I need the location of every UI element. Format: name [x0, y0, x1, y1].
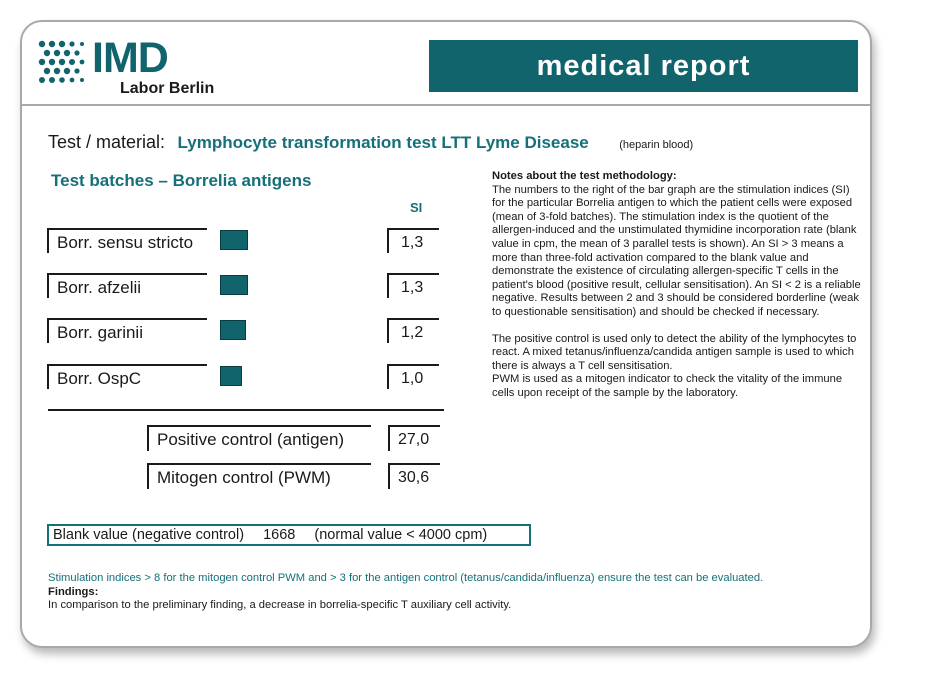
report-footer — [48, 572, 828, 613]
notes-paragraph: PWM is used as a mitogen indicator to check the vitality of the immune cells upon receipt of the sample by the laboratory. — [492, 373, 843, 399]
batches-title: Test batches – Borrelia antigens — [51, 171, 312, 190]
antigen-si-value: 1,2 — [387, 318, 439, 343]
findings-label: Findings: — [48, 585, 99, 598]
antigen-si-value: 1,3 — [387, 273, 439, 298]
antigen-label: Borr. OspC — [47, 364, 207, 389]
test-material-row — [48, 132, 693, 153]
blank-value-normal: (normal value < 4000 cpm) — [314, 527, 488, 543]
test-material-value: Lymphocyte transformation test LTT Lyme Disease — [177, 133, 589, 152]
header-divider — [20, 104, 872, 106]
notes-paragraph: The positive control is used only to detect the ability of the lymphocytes to react. A mixed tetanus/influenza/candida antigen sample is used to which there is always a T cell sensitisation. — [492, 332, 857, 372]
antigen-si-bar — [220, 275, 248, 295]
positive-control-value: 27,0 — [388, 425, 440, 451]
test-material-label: Test / material: — [48, 132, 166, 152]
antigen-label: Borr. sensu stricto — [47, 228, 207, 253]
antigen-si-bar — [220, 230, 248, 250]
blank-value-label: Blank value (negative control) — [53, 527, 245, 543]
imd-logo — [37, 34, 227, 100]
controls-divider — [48, 409, 444, 411]
antigen-si-value: 1,0 — [387, 364, 439, 389]
logo-subtitle: Labor Berlin — [120, 80, 215, 97]
antigen-si-value: 1,3 — [387, 228, 439, 253]
antigen-si-bar — [220, 366, 242, 386]
antigen-label: Borr. garinii — [47, 318, 207, 343]
dot-grid-logo-icon — [37, 40, 87, 86]
report-title-banner: medical report — [429, 40, 858, 92]
findings-text: In comparison to the preliminary finding, a decrease in borrelia-specific T auxiliary cell activity. — [48, 599, 512, 612]
positive-control-label: Positive control (antigen) — [147, 425, 371, 451]
mitogen-control-label: Mitogen control (PWM) — [147, 463, 371, 489]
logo-brand: IMD — [92, 34, 168, 82]
blank-value-number: 1668 — [263, 527, 296, 543]
antigen-label: Borr. afzelii — [47, 273, 207, 298]
methodology-notes — [492, 170, 864, 401]
stimulation-note: Stimulation indices > 8 for the mitogen control PWM and > 3 for the antigen control (tetanus/candida/influenza) ensure the test can be evaluated. — [48, 572, 764, 584]
notes-title: Notes about the test methodology: — [492, 170, 677, 182]
blank-value-box — [47, 524, 531, 546]
antigen-si-bar — [220, 320, 246, 340]
si-column-header: SI — [410, 200, 423, 215]
notes-paragraph: The numbers to the right of the bar graph are the stimulation indices (SI) for the particular Borrelia antigen to which the patient cells were exposed (mean of 3-fold batches). The stimulation index is the quotient of the allergen-induced and the unstimulated thymidine incorporation rate (blank value in cpm, the mean of 3 parallel tests is shown). An SI > 3 means a more than three-fold activation compared to the blank value and demonstrate the existence of circulating allergen-specific T cells in the patient's blood (positive result, cellular sensitisation). An SI < 2 is a reliable negative. Results between 2 and 3 should be considered borderline (weak to questionable sensitisation) and should be checked if necessary. — [492, 183, 861, 318]
mitogen-control-value: 30,6 — [388, 463, 440, 489]
test-material-note: (heparin blood) — [619, 139, 694, 151]
